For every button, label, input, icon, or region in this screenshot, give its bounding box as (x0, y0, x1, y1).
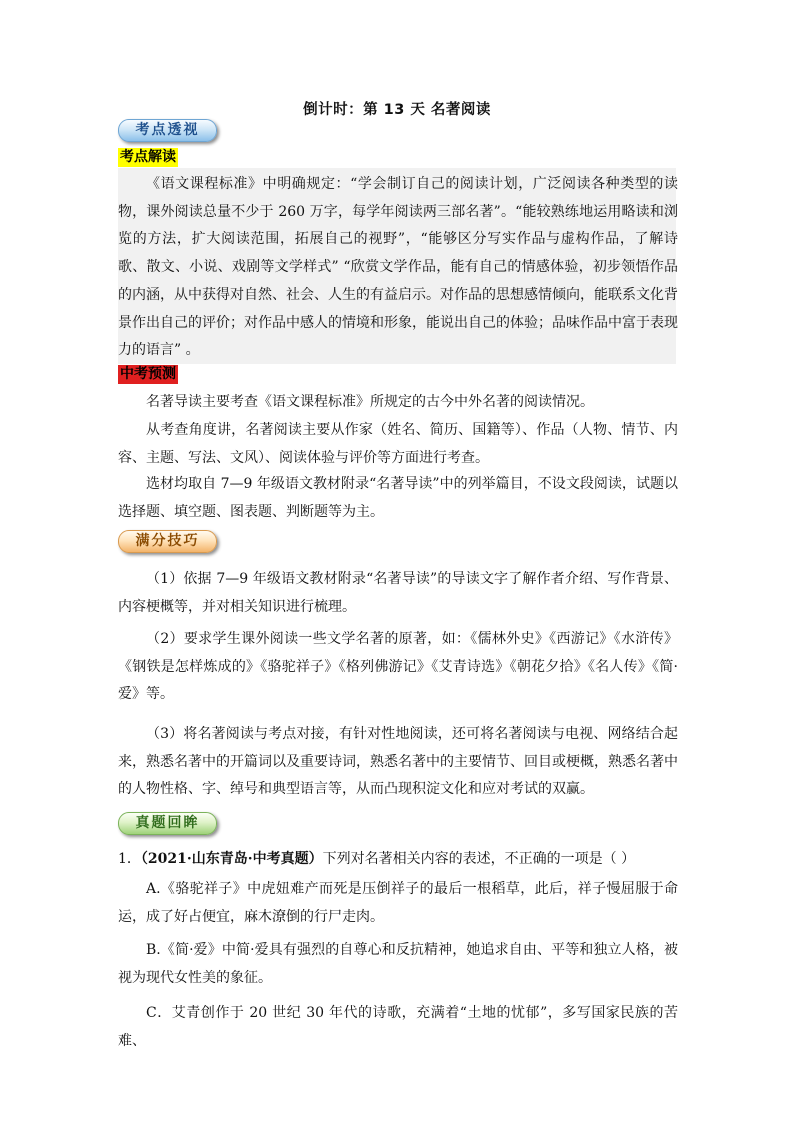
question-option-b: B.《简·爱》中简·爱具有强烈的自尊心和反抗精神，她追求自由、平等和独立人格，被视为现代女性美的象征。 (118, 942, 678, 986)
jiqiao-paragraph-3: （3）将名著阅读与考点对接，有针对性地阅读，还可将名著阅读与电视、网络结合起来，熟悉名著中的开篇词以及重要诗词，熟悉名著中的主要情节、回目或梗概，熟悉名著中的人物性格、字、绰号和典型语言等，从而凸现积淀文化和应对考试的双赢。 (118, 726, 678, 798)
question-option-c: C．艾青创作于 20 世纪 30 年代的诗歌，充满着“土地的忧郁”，多写国家民族的苦难、 (118, 1005, 678, 1049)
question-source: （2021·山东青岛·中考真题） (140, 851, 323, 867)
question-1-stem (118, 846, 678, 874)
section-tag-kaodian-toushi: 考点透视 (118, 119, 217, 142)
question-number: 1． (118, 851, 141, 867)
heading-kaodian-jiedu: 考点解读 (120, 149, 176, 165)
question-option-a: A.《骆驼祥子》中虎妞难产而死是压倒祥子的最后一根稻草，此后，祥子慢屈服于命运，成了好占便宜，麻木潦倒的行尸走肉。 (118, 881, 678, 925)
jiedu-paragraph: 《语文课程标准》中明确规定：“学会制订自己的阅读计划，广泛阅读各种类型的读物，课外阅读总量不少于 260 万字，每学年阅读两三部名著”。“能较熟练地运用略读和浏览的方法，扩大阅读范围，拓展自己的视野”，“能够区分写实作品与虚构作品，了解诗歌、散文、小说、戏剧等文学样式” “欣赏文学作品，能有自己的情感体验，初步领悟作品的内涵，从中获得对自然、社会、人生的有益启示。对作品的思想感情倾向，能联系文化背景作出自己的评价；对作品中感人的情境和形象，能说出自己的体验；品味作品中富于表现力的语言” 。 (118, 176, 678, 359)
heading-zhongkao-yuce: 中考预测 (120, 366, 176, 382)
yuce-paragraph-2: 从考查角度讲，名著阅读主要从作家（姓名、简历、国籍等）、作品（人物、情节、内容、主题、写法、文风）、阅读体验与评价等方面进行考查。 (118, 422, 678, 466)
yuce-paragraph-1: 名著导读主要考查《语文课程标准》所规定的古今中外名著的阅读情况。 (146, 394, 594, 410)
question-stem-text: 下列对名著相关内容的表述，不正确的一项是（ ） (322, 851, 636, 867)
page-title: 倒计时：第 13 天 名著阅读 (303, 102, 491, 118)
section-tag-zhenti-huimou: 真题回眸 (118, 812, 217, 835)
yuce-paragraph-3: 选材均取自 7—9 年级语文教材附录“名著导读”中的列举篇目，不设文段阅读，试题以选择题、填空题、图表题、判断题等为主。 (118, 476, 678, 520)
jiqiao-paragraph-1: （1）依据 7—9 年级语文教材附录“名著导读”的导读文字了解作者介绍、写作背景、内容梗概等，并对相关知识进行梳理。 (118, 571, 678, 615)
section-tag-manfen-jiqiao: 满分技巧 (118, 530, 217, 553)
jiqiao-paragraph-2: （2）要求学生课外阅读一些文学名著的原著，如：《儒林外史》《西游记》《水浒传》《钢铁是怎样炼成的》《骆驼祥子》《格列佛游记》《艾青诗选》《朝花夕拾》《名人传》《简·爱》等。 (118, 631, 678, 703)
